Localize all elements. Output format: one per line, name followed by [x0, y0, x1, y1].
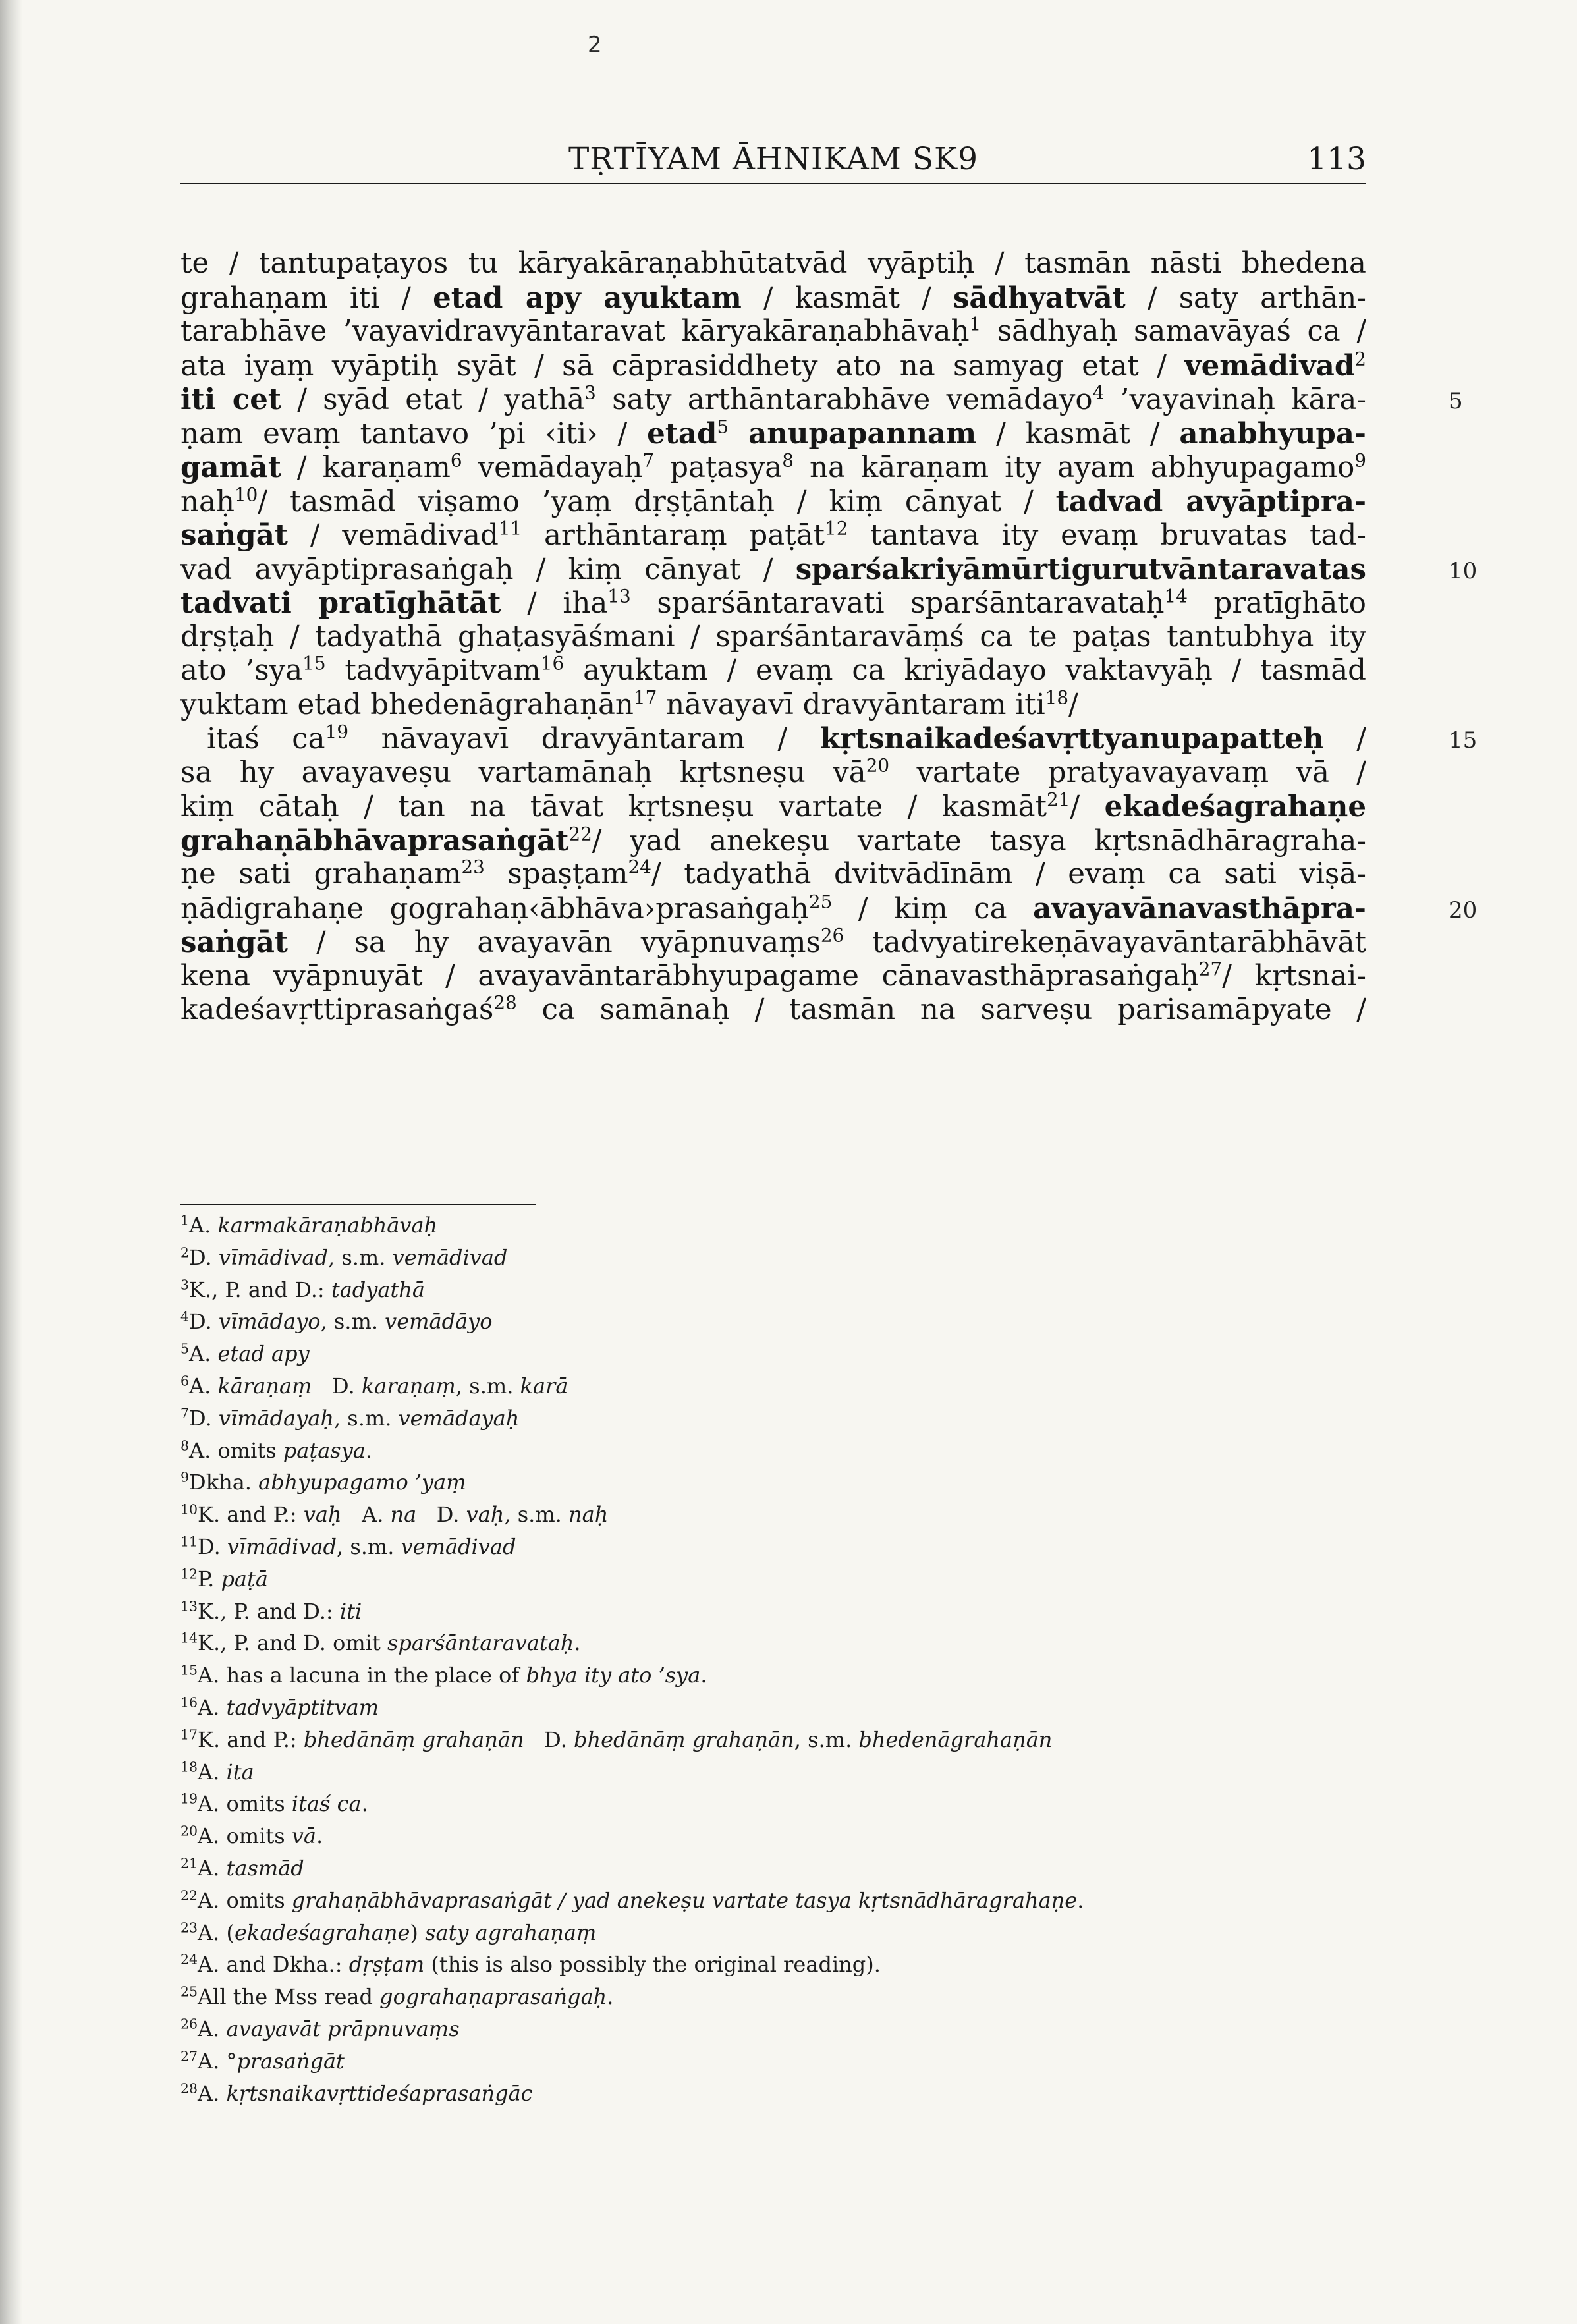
footnote: $^{27}$A. °prasaṅgāt — [180, 2048, 345, 2074]
footnote: $^{16}$A. tadvyāptitvam — [180, 1694, 379, 1720]
footnote: $^{26}$A. avayavāt prāpnuvaṃs — [180, 2016, 460, 2041]
footnote-rule — [180, 1204, 536, 1205]
text-line: saṅgāt / vemādivad$^{11}$ arthāntaraṃ paṭāt$^{12}$ tantava ity evaṃ bruvatas tad- — [180, 517, 1366, 552]
text-line: ṇe sati grahaṇam$^{23}$ spaṣṭam$^{24}$/ tadyathā dvitvādīnām / evaṃ ca sati viṣā- — [180, 856, 1366, 891]
text-line: yuktam etad bhedenāgrahaṇān$^{17}$ nāvayavī dravyāntaram iti$^{18}$/ — [180, 686, 1078, 721]
footnote: $^7$D. vīmādayaḥ, s.m. vemādayaḥ — [180, 1405, 520, 1431]
footnote: $^{13}$K., P. and D.: iti — [180, 1597, 362, 1624]
footnote: $^{24}$A. and Dkha.: dṛṣṭam (this is also possibly the original reading). — [180, 1951, 881, 1978]
footnote: $^{22}$A. omits grahaṇābhāvaprasaṅgāt / yad anekeṣu vartate tasya kṛtsnādhāragrahaṇe. — [180, 1887, 1084, 1913]
footnote: $^{23}$A. (ekadeśagrahaṇe) saty agrahaṇaṃ — [180, 1919, 597, 1945]
text-line: te / tantupaṭayos tu kāryakāraṇabhūtatvād vyāptiḥ / tasmān nāsti bhedena — [180, 247, 1366, 280]
line-number: 20 — [1449, 897, 1478, 924]
text-line: sa hy avayaveṣu vartamānaḥ kṛtsneṣu $vā^{20}$ vartate pratyavayavaṃ vā / — [180, 754, 1366, 789]
text-line: ato ’sya$^{15}$ tadvyāpitvam$^{16}$ ayuktam / evaṃ ca kriyādayo vaktavyāḥ / tasmād — [180, 652, 1367, 687]
footnote: $^4$D. vīmādayo, s.m. vemādāyo — [180, 1308, 493, 1335]
text-line: ata iyaṃ vyāptiḥ syāt / sā cāprasiddhety ato na samyag etat / vemādivad$^2$ — [180, 348, 1366, 383]
footnote: $^8$A. omits paṭasya. — [180, 1437, 373, 1463]
text-line: grahaṇābhāvaprasaṅgāt$^{22}$/ yad anekeṣu vartate tasya kṛtsnādhāragraha- — [180, 823, 1366, 858]
footnote: $^3$K., P. and D.: tadyathā — [180, 1276, 425, 1302]
line-number: 5 — [1449, 388, 1463, 414]
footnote: $^{21}$A. tasmād — [180, 1855, 304, 1881]
text-line: ṇādigrahaṇe gograhaṇ‹ābhāva›prasaṅgaḥ$^{25}$ / kiṃ ca avayavānavasthāpra- — [180, 891, 1366, 926]
footnote: $^{25}$All the Mss read gograhaṇaprasaṅgaḥ. — [180, 1983, 614, 2010]
text-line: grahaṇam iti / etad apy ayuktam / kasmāt / sādhyatvāt / saty arthān- — [180, 281, 1367, 315]
text-line: kena vyāpnuyāt / avayavāntarābhyupagame cānavasthāprasaṅgaḥ$^{27}$/ kṛtsnai- — [180, 958, 1366, 993]
text-line: kiṃ cātaḥ / tan na tāvat kṛtsneṣu vartate / kasmāt$^{21}$/ ekadeśagrahaṇe — [180, 788, 1367, 823]
text-line: itaś $ca^{19}$ nāvayavī dravyāntaram / kṛtsnaikadeśavṛttyanupapatteḥ / — [207, 721, 1366, 756]
line-number: 15 — [1449, 727, 1478, 754]
text-line: iti cet / syād etat / yathā$^3$ saty arthāntarabhāve vemādayo$^4$ ’vayavinaḥ kāra- — [180, 381, 1366, 416]
text-line: tarabhāve ’vayavidravyāntaravat kāryakāraṇabhāvaḥ$^1$ sādhyaḥ samavāyaś ca / — [180, 313, 1366, 348]
footnote: $^{15}$A. has a lacuna in the place of bhya ity ato ’sya. — [180, 1662, 707, 1688]
running-title: TṚTĪYAM ĀHNIKAM SK9 — [568, 141, 979, 177]
footnote: $^{19}$A. omits itaś ca. — [180, 1790, 368, 1817]
page-number: 113 — [1307, 141, 1366, 177]
footnote: $^{12}$P. paṭā — [180, 1566, 268, 1591]
text-line: naḥ$^{10}$/ tasmād viṣamo ’yaṃ dṛṣṭāntaḥ / kiṃ cānyat / tadvad avyāptipra- — [180, 484, 1366, 518]
scan-page-edge — [0, 0, 22, 2324]
running-header — [180, 140, 1366, 184]
text-line: saṅgāt / sa hy avayavān vyāpnuvaṃs$^{26}$ tadvyatirekeṇāvayavāntarābhāvāt — [180, 924, 1366, 959]
footnote: $^6$A. kāraṇaṃ D. karaṇaṃ, s.m. karā — [180, 1373, 568, 1398]
text-line: kadeśavṛttiprasaṅgaś$^{28}$ ca samānaḥ / tasmān na sarveṣu parisamāpyate / — [180, 991, 1366, 1026]
footnote: $^9$Dkha. abhyupagamo ’yaṃ — [180, 1469, 466, 1495]
line-number: 10 — [1449, 557, 1478, 584]
footnote: $^{17}$K. and P.: bhedānāṃ grahaṇān D. bhedānāṃ grahaṇān, s.m. bhedenāgrahaṇān — [180, 1727, 1053, 1752]
text-line: ṇam evaṃ tantavo ’pi ‹iti› / etad$^5$ anupapannam / kasmāt / anabhyupa- — [180, 416, 1366, 451]
scan-mark: 2 — [588, 32, 602, 58]
footnote: $^{10}$K. and P.: vaḥ A. na D. vaḥ, s.m. naḥ — [180, 1501, 609, 1528]
text-line: gamāt / karaṇam$^6$ vemādayaḥ$^7$ paṭasya$^8$ na kāraṇam ity ayam abhyupagamo$^9$ — [180, 449, 1367, 484]
footnote: $^{11}$D. vīmādivad, s.m. vemādivad — [180, 1534, 516, 1559]
footnote: $^{20}$A. omits vā. — [180, 1823, 323, 1849]
text-line: vad avyāptiprasaṅgaḥ / kiṃ cānyat / sparśakriyāmūrtigurutvāntaravatas — [180, 552, 1366, 586]
footnote: $^5$A. etad apy — [180, 1341, 310, 1367]
text-line: dṛṣṭaḥ / tadyathā ghaṭasyāśmani / sparśāntaravāṃś ca te paṭas tantubhya ity — [180, 620, 1366, 653]
footnote: $^{28}$A. kṛtsnaikavṛttideśaprasaṅgāc — [180, 2080, 533, 2106]
main-text — [180, 247, 1366, 1028]
text-line: tadvati pratīghātāt / iha$^{13}$ sparśāntaravati sparśāntaravataḥ$^{14}$ pratīghāto — [180, 585, 1366, 620]
footnotes — [180, 1209, 1366, 2109]
footnote: $^{18}$A. ita — [180, 1758, 254, 1784]
footnote: $^1$A. karmakāraṇabhāvaḥ — [180, 1212, 438, 1238]
footnote: $^2$D. vīmādivad, s.m. vemādivad — [180, 1244, 508, 1270]
footnote: $^{14}$K., P. and D. omit sparśāntaravataḥ. — [180, 1630, 581, 1656]
